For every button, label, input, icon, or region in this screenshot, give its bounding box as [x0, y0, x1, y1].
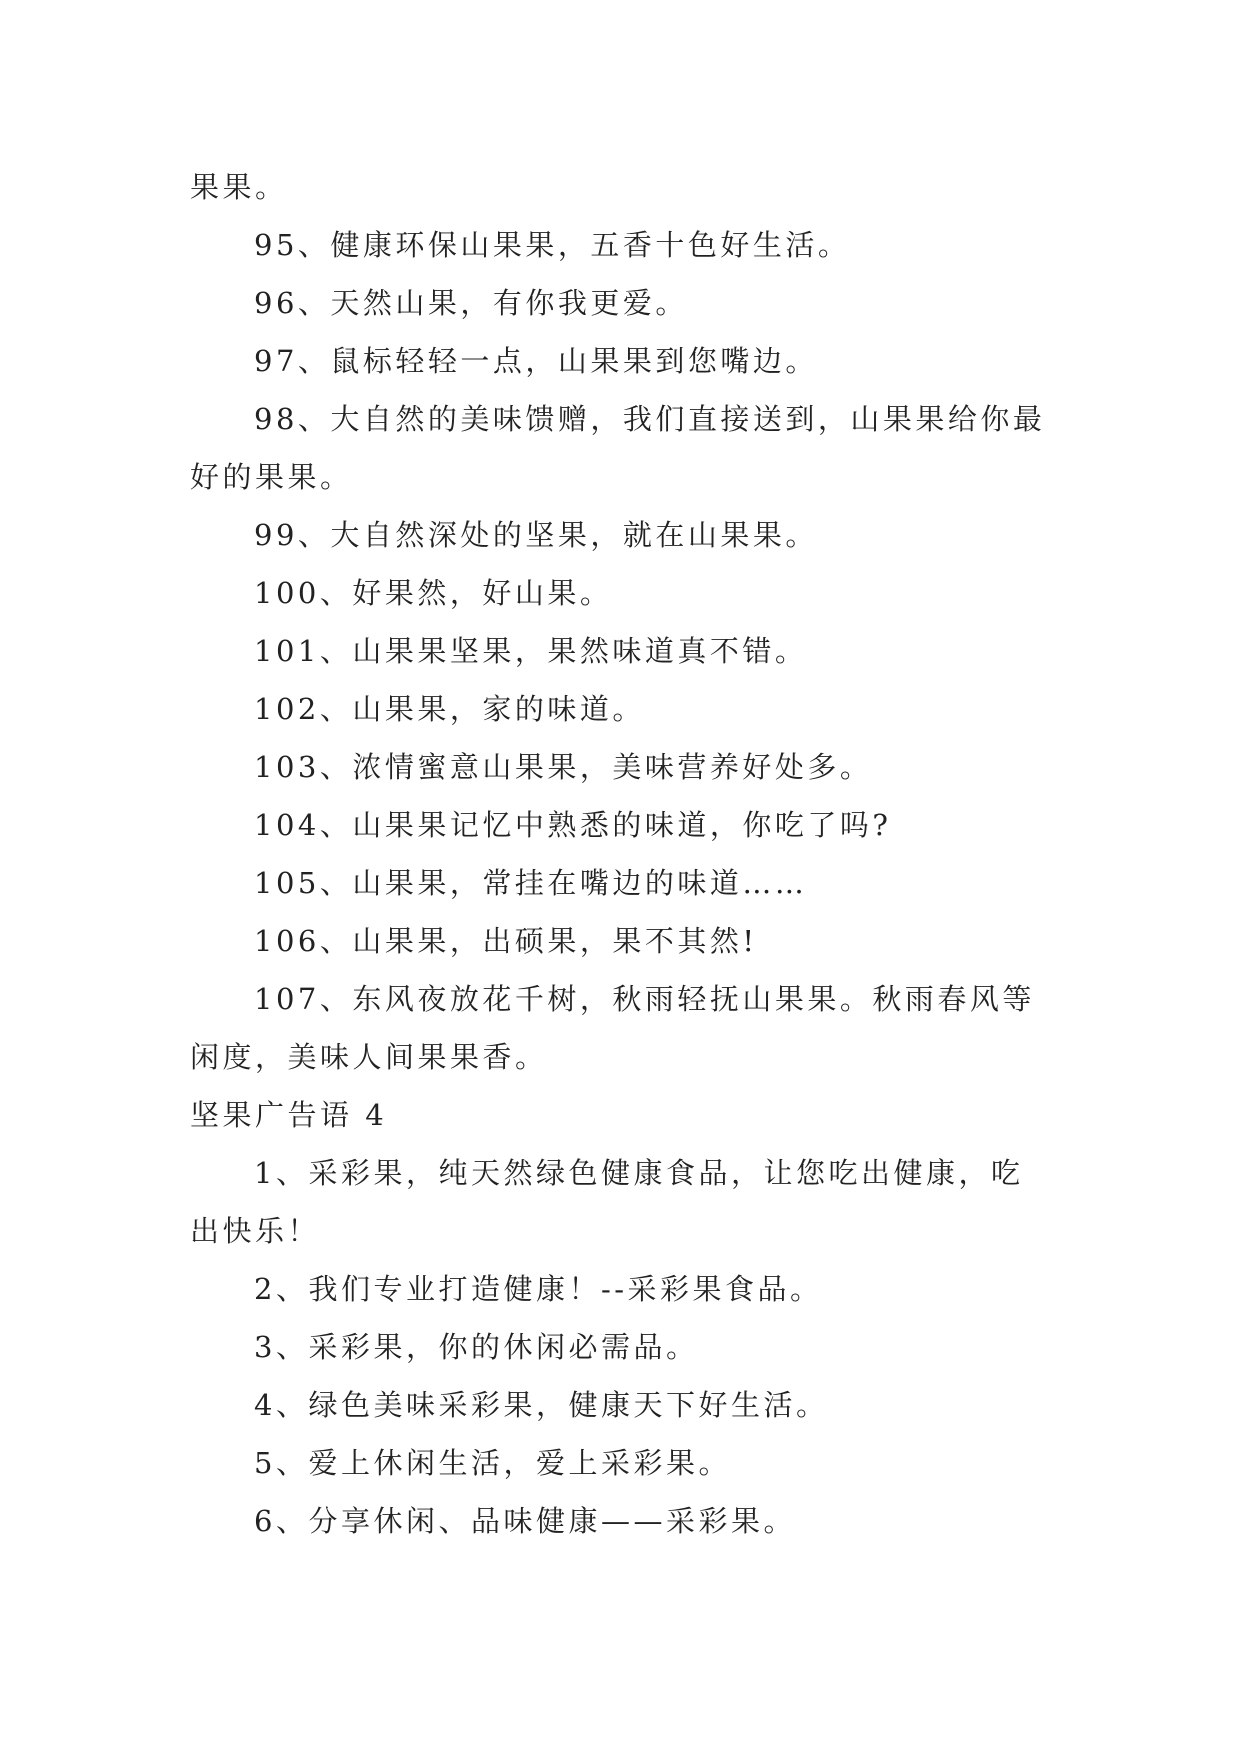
document-body: [190, 158, 1070, 1550]
slogan-item-102: 102、山果果，家的味道。: [254, 692, 645, 726]
slogan-item-99: 99、大自然深处的坚果，就在山果果。: [254, 518, 818, 552]
slogan-item-3: 3、采彩果，你的休闲必需品。: [254, 1330, 699, 1364]
section-heading: 坚果广告语 4: [190, 1098, 388, 1132]
slogan-item-4: 4、绿色美味采彩果，健康天下好生活。: [254, 1388, 829, 1422]
slogan-item-95: 95、健康环保山果果，五香十色好生活。: [254, 228, 851, 262]
slogan-item-98-continuation: 好的果果。: [190, 460, 353, 494]
slogan-item-100: 100、好果然，好山果。: [254, 576, 613, 610]
slogan-item-107-continuation: 闲度，美味人间果果香。: [190, 1040, 548, 1074]
slogan-item-104: 104、山果果记忆中熟悉的味道，你吃了吗?: [254, 808, 892, 842]
slogan-item-105: 105、山果果，常挂在嘴边的味道……: [254, 866, 808, 900]
slogan-item-107: 107、东风夜放花千树，秋雨轻抚山果果。秋雨春风等: [254, 982, 1035, 1016]
slogan-item-103: 103、浓情蜜意山果果，美味营养好处多。: [254, 750, 873, 784]
slogan-item-1: 1、采彩果，纯天然绿色健康食品，让您吃出健康，吃: [254, 1156, 1024, 1190]
slogan-item-2: 2、我们专业打造健康！--采彩果食品。: [254, 1272, 823, 1306]
slogan-item-5: 5、爱上休闲生活，爱上采彩果。: [254, 1446, 731, 1480]
slogan-item-97: 97、鼠标轻轻一点，山果果到您嘴边。: [254, 344, 818, 378]
slogan-item-1-continuation: 出快乐！: [190, 1214, 321, 1248]
slogan-item-101: 101、山果果坚果，果然味道真不错。: [254, 634, 808, 668]
slogan-item-96: 96、天然山果，有你我更爱。: [254, 286, 688, 320]
text-line-continuation: 果果。: [190, 170, 288, 204]
slogan-item-98: 98、大自然的美味馈赠，我们直接送到，山果果给你最: [254, 402, 1046, 436]
slogan-item-106: 106、山果果，出硕果，果不其然!: [254, 924, 758, 958]
slogan-item-6: 6、分享休闲、品味健康——采彩果。: [254, 1504, 796, 1538]
